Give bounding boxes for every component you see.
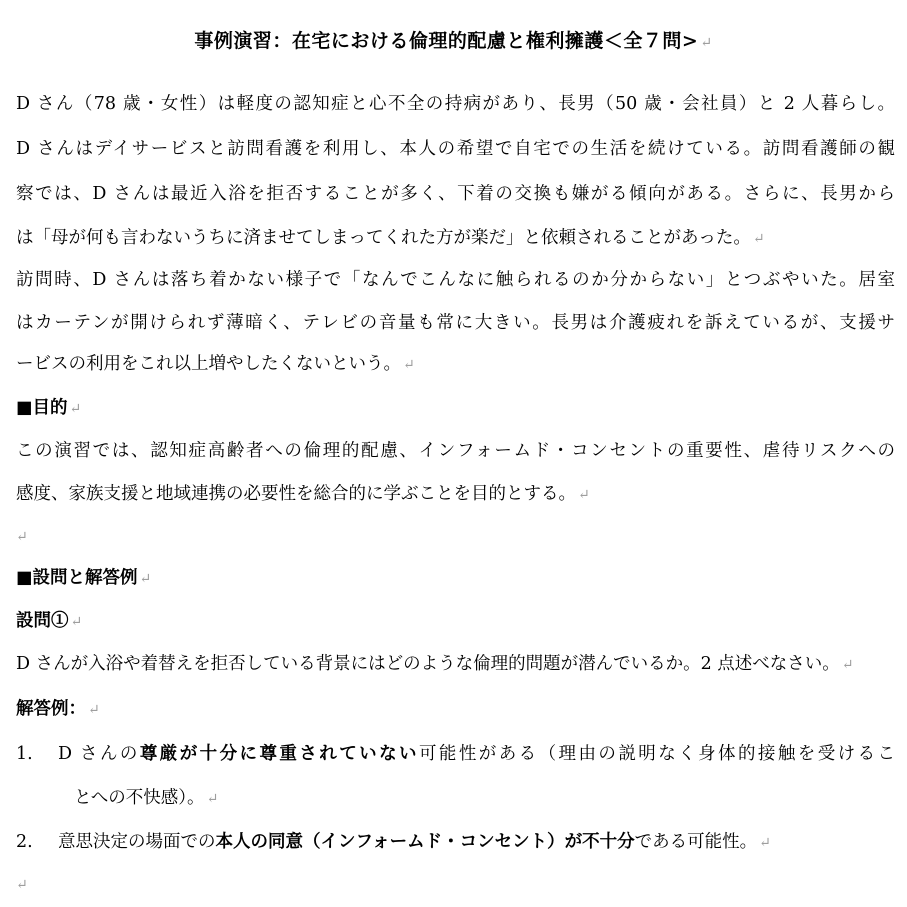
paragraph-mark-icon: ↵ bbox=[16, 529, 28, 545]
question-label: 設問① ↵ bbox=[16, 611, 83, 631]
answer-item-1: 1. D さんの尊厳が十分に尊重されていない可能性がある（理由の説明なく身体的接触を受けるこ bbox=[16, 744, 896, 764]
case-line-7: ービスの利用をこれ以上増やしたくないという。 ↵ bbox=[16, 354, 415, 374]
paragraph-mark-icon: ↵ bbox=[578, 487, 590, 503]
paragraph-mark-icon: ↵ bbox=[206, 791, 219, 807]
case-line-2: D さんはデイサービスと訪問看護を利用し、本人の希望で自宅での生活を続けている。訪問看護師の観 bbox=[16, 139, 895, 159]
case-line-3: 察では、D さんは最近入浴を拒否することが多く、下着の交換も嫌がる傾向がある。さらに、長男から bbox=[16, 184, 895, 204]
paragraph-mark-icon: ↵ bbox=[841, 657, 854, 673]
paragraph-mark-icon: ↵ bbox=[69, 401, 82, 417]
answer-item-1-cont: とへの不快感）。 ↵ bbox=[74, 788, 219, 808]
purpose-heading: ■目的 ↵ bbox=[16, 398, 82, 418]
case-line-1: D さん（78 歳・女性）は軽度の認知症と心不全の持病があり、長男（50 歳・会社員）と 2 人暮らし。 bbox=[16, 94, 895, 114]
paragraph-mark-icon: ↵ bbox=[70, 614, 83, 630]
paragraph-mark-icon: ↵ bbox=[139, 571, 152, 587]
paragraph-mark-icon: ↵ bbox=[16, 877, 28, 893]
paragraph-mark-icon: ↵ bbox=[759, 835, 771, 851]
question-text: D さんが入浴や着替えを拒否している背景にはどのような倫理的問題が潜んでいるか。2 点述べなさい。 ↵ bbox=[16, 654, 854, 674]
answer-item-2: 2. 意思決定の場面での本人の同意（インフォームド・コンセント）が不十分である可能性。 ↵ bbox=[16, 832, 771, 852]
case-line-6: はカーテンが開けられず薄暗く、テレビの音量も常に大きい。長男は介護疲れを訴えているが、支援サ bbox=[16, 313, 895, 333]
paragraph-mark-icon: ↵ bbox=[403, 357, 415, 373]
paragraph-mark-icon: ↵ bbox=[700, 35, 713, 51]
answer-label: 解答例： ↵ bbox=[16, 699, 100, 719]
answer-emphasis: 尊厳が十分に尊重されていない bbox=[139, 744, 419, 764]
answer-number: 2. bbox=[16, 832, 33, 852]
case-line-5: 訪問時、D さんは落ち着かない様子で「なんでこんなに触られるのか分からない」とつぶやいた。居室 bbox=[16, 270, 895, 290]
purpose-line-2: 感度、家族支援と地域連携の必要性を総合的に学ぶことを目的とする。 ↵ bbox=[16, 484, 590, 504]
answer-number: 1. bbox=[16, 744, 33, 764]
paragraph-mark-icon: ↵ bbox=[88, 702, 100, 718]
document-title bbox=[0, 26, 907, 53]
empty-paragraph-end bbox=[16, 872, 895, 897]
title-text: 事例演習：在宅における倫理的配慮と権利擁護＜全７問> bbox=[194, 30, 699, 52]
empty-paragraph bbox=[16, 524, 895, 549]
case-line-4: は「母が何も言わないうちに済ませてしまってくれた方が楽だ」と依頼されることがあった。 ↵ bbox=[16, 228, 765, 248]
qa-heading: ■設問と解答例 ↵ bbox=[16, 568, 152, 588]
answer-emphasis: 本人の同意（インフォームド・コンセント）が不十分 bbox=[215, 832, 635, 852]
purpose-line-1: この演習では、認知症高齢者への倫理的配慮、インフォームド・コンセントの重要性、虐待リスクへの bbox=[16, 441, 895, 461]
paragraph-mark-icon: ↵ bbox=[752, 231, 765, 247]
